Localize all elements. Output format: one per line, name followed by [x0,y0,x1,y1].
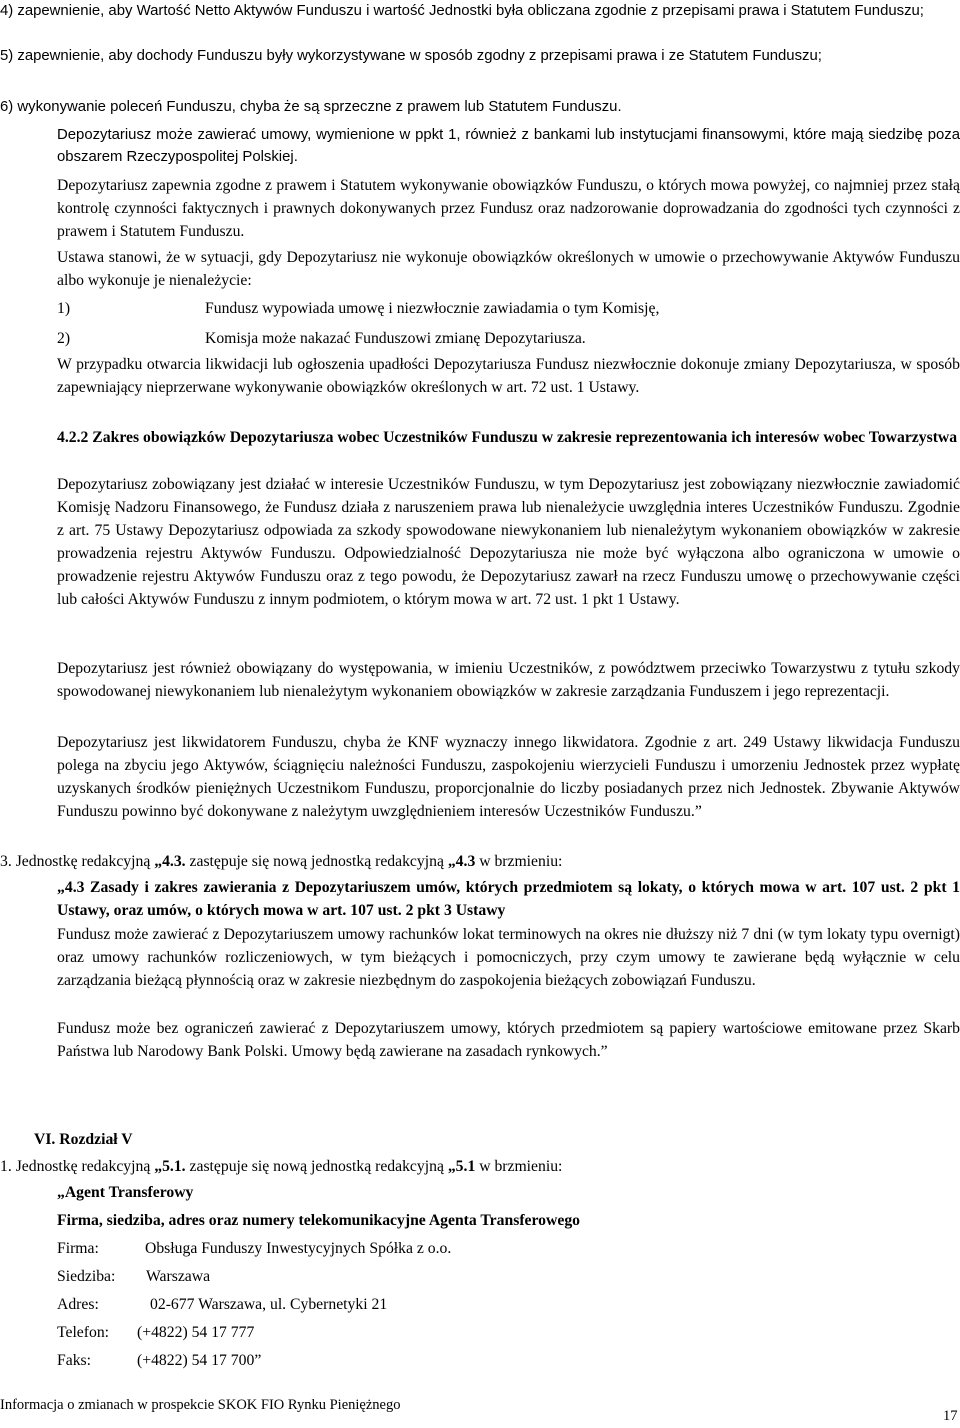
heading-transfer-agent-details: Firma, siedziba, adres oraz numery telekomunikacyjne Agenta Transferowego [57,1212,581,1229]
amendment-text: zastępuje się nową jednostką redakcyjną [185,853,448,870]
amendment-unit: „5.1. [154,1158,186,1175]
contact-label: Firma: [57,1240,99,1257]
contact-value: 02-677 Warszawa, ul. Cybernetyki 21 [150,1296,388,1313]
amendment-1 [0,1155,960,1178]
paragraph-securities-contracts: Fundusz może bez ograniczeń zawierać z Depozytariuszem umowy, których przedmiotem są papiery wartościowe emitowane przez Skarb Państwa lub Narodowy Bank Polski. Umowy będą zawierane na zasadach rynkowych.” [57,1020,960,1060]
chapter-heading: VI. Rozdział V [34,1131,133,1148]
list-item-text: Fundusz wypowiada umowę i niezwłocznie zawiadamia o tym Komisję, [205,300,660,317]
contact-label: Faks: [57,1352,91,1369]
page-footer: Informacja o zmianach w prospekcie SKOK FIO Rynku Pieniężnego [0,1397,401,1413]
amendment-unit: „5.1 [447,1158,476,1175]
paragraph-depositary-liquidator: Depozytariusz jest likwidatorem Funduszu, chyba że KNF wyznaczy innego likwidatora. Zgodnie z art. 249 Ustawy likwidacja Funduszu polega na zbyciu jego Aktywów, ściągnięciu należności Funduszu, zaspokojeniu wierzycieli Funduszu i umorzeniu Jednostek przez wypłatę uzyskanych środków pieniężnych Uczestnikom Funduszu, proporcjonalnie do liczby posiadanych przez nich Jednostek. Zbywanie Aktywów Funduszu powinno być dokonywane z należytym uwzględnieniem interesów Uczestników Funduszu.” [57,734,960,820]
list-item-number: 2) [57,330,71,347]
amendment-text: 1. Jednostkę redakcyjną [0,1158,155,1175]
list-item-number: 1) [57,300,71,317]
paragraph-depositary-compliance: Depozytariusz zapewnia zgodne z prawem i Statutem wykonywanie obowiązków Funduszu, o których mowa powyżej, co najmniej przez stałą kontrolę czynności faktycznych i prawnych dokonywanych przez Fundusz oraz nadzorowanie doprowadzania do zgodności tych czynności z prawem i Statutem Funduszu. [57,177,960,240]
amendment-text: 3. Jednostkę redakcyjną [0,853,155,870]
paragraph-depositary-lawsuit: Depozytariusz jest również obowiązany do występowania, w imieniu Uczestników, z powództwem przeciwko Towarzystwu z tytułu szkody spowodowanej niewykonaniem lub nienależytym wykonaniem obowiązków w zakresie zarządzania Funduszem i jego reprezentacji. [57,660,960,700]
paragraph-item-5: 5) zapewnienie, aby dochody Funduszu były wykorzystywane w sposób zgodny z przepisami prawa i ze Statutem Funduszu; [0,48,822,64]
amendment-text: w brzmieniu: [475,1158,563,1175]
paragraph-liquidation: W przypadku otwarcia likwidacji lub ogłoszenia upadłości Depozytariusza Fundusz niezwłocznie dokonuje zmiany Depozytariusza, w sposób zapewniający nieprzerwane wykonywanie obowiązków określonych w art. 72 ust. 1 Ustawy. [57,356,960,396]
paragraph-depositary-contracts: Depozytariusz może zawierać umowy, wymienione w ppkt 1, również z bankami lub instytucjami finansowymi, które mają siedzibę poza obszarem Rzeczypospolitej Polskiej. [57,127,960,165]
heading-transfer-agent: „Agent Transferowy [57,1184,194,1201]
contact-value: Obsługa Funduszy Inwestycyjnych Spółka z o.o. [145,1240,452,1257]
contact-label: Telefon: [57,1324,110,1341]
paragraph-act-provides: Ustawa stanowi, że w sytuacji, gdy Depozytariusz nie wykonuje obowiązków określonych w umowie o przechowywanie Aktywów Funduszu albo wykonuje je nienależycie: [57,249,960,289]
paragraph-item-6: 6) wykonywanie poleceń Funduszu, chyba że są sprzeczne z prawem lub Statutem Funduszu. [0,99,622,115]
contact-label: Adres: [57,1296,99,1313]
amendment-text: w brzmieniu: [475,853,563,870]
amendment-3 [0,850,960,873]
page-number: 17 [943,1408,958,1424]
amendment-text: zastępuje się nową jednostką redakcyjną [185,1158,448,1175]
contact-value: Warszawa [146,1268,211,1285]
section-heading-4-2-2: 4.2.2 Zakres obowiązków Depozytariusza wobec Uczestników Funduszu w zakresie reprezentowania ich interesów wobec Towarzystwa [57,429,958,446]
amendment-unit: „4.3. [154,853,186,870]
contact-value: (+4822) 54 17 700” [137,1352,262,1369]
paragraph-item-4: 4) zapewnienie, aby Wartość Netto Aktywów Funduszu i wartość Jednostki była obliczana zgodnie z przepisami prawa i Statutem Funduszu; [0,3,924,19]
amendment-unit: „4.3 [447,853,476,870]
paragraph-term-deposits: Fundusz może zawierać z Depozytariuszem umowy rachunków lokat terminowych na okres nie dłuższy niż 7 dni (w tym lokaty typu overnigt) oraz umowy rachunków rozliczeniowych, w tym bieżących i pomocniczych, przy czym umowy te zawierane będą wyłącznie w celu zarządzania bieżącą płynnością oraz w zakresie niezbędnym do zaspokojenia bieżących zobowiązań Funduszu. [57,926,960,989]
paragraph-depositary-obligations: Depozytariusz zobowiązany jest działać w interesie Uczestników Funduszu, w tym Depozytariusz jest zobowiązany niezwłocznie zawiadomić Komisję Nadzoru Finansowego, że Fundusz działa z naruszeniem prawa lub nienależycie uwzględnia interes Uczestników Funduszu. Zgodnie z art. 75 Ustawy Depozytariusz odpowiada za szkody spowodowane niewykonaniem lub nienależytym wykonaniem obowiązków w zakresie prowadzenia rejestru Aktywów Funduszu. Odpowiedzialność Depozytariusza nie może być wyłączona albo ograniczona w umowie o prowadzenie rejestru Aktywów Funduszu oraz z tego powodu, że Depozytariusz zawarł na rzecz Funduszu umowę o przechowywanie części lub całości Aktywów Funduszu z innym podmiotem, o którym mowa w art. 72 ust. 1 pkt 1 Ustawy. [57,476,960,608]
contact-label: Siedziba: [57,1268,116,1285]
contact-value: (+4822) 54 17 777 [137,1324,255,1341]
section-heading-4-3: „4.3 Zasady i zakres zawierania z Depozytariuszem umów, których przedmiotem są lokaty, o których mowa w art. 107 ust. 2 pkt 1 Ustawy, oraz umów, o których mowa w art. 107 ust. 2 pkt 3 Ustawy [57,879,960,919]
list-item-text: Komisja może nakazać Funduszowi zmianę Depozytariusza. [205,330,586,347]
